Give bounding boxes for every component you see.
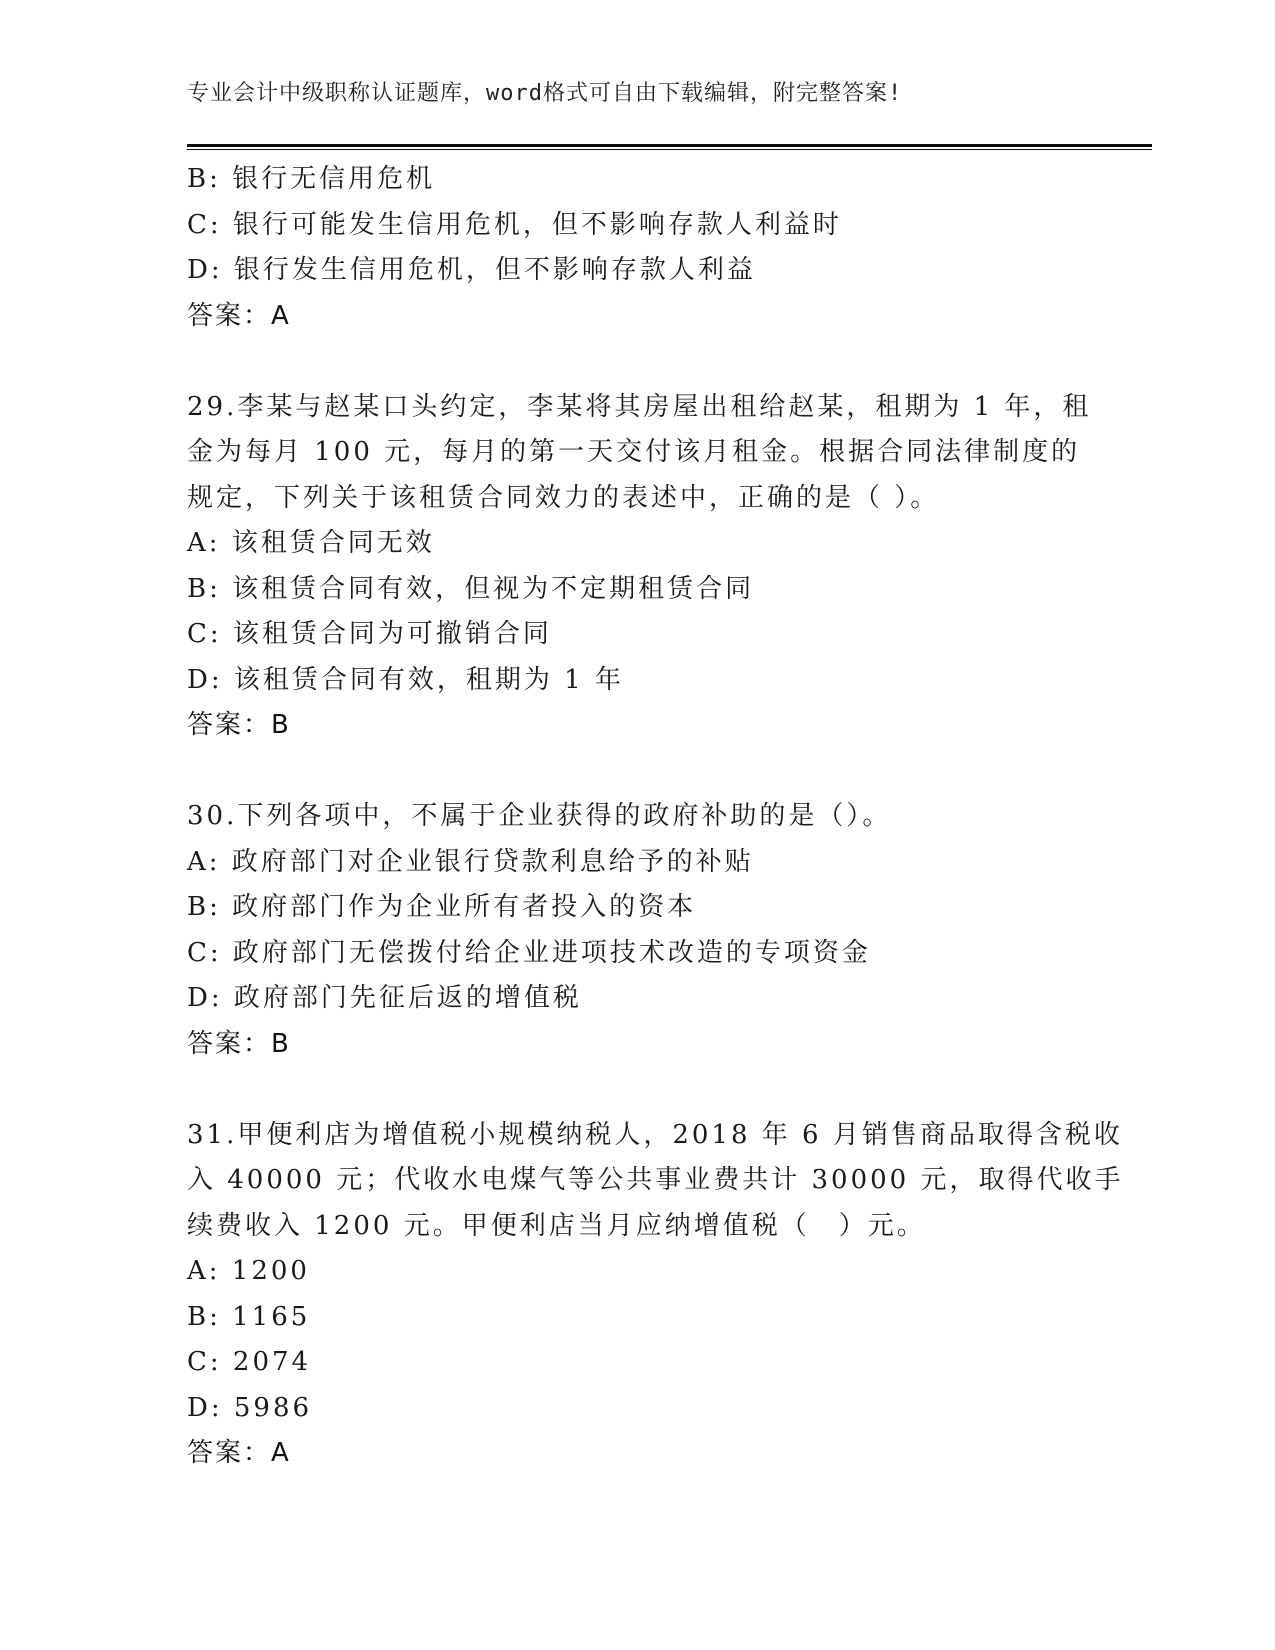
option-a: A: 1200 <box>187 1256 310 1286</box>
spacer <box>187 339 1077 385</box>
option-d: D: 银行发生信用危机，但不影响存款人利益 <box>187 255 756 285</box>
page-header-title: 专业会计中级职称认证题库，word格式可自由下载编辑，附完整答案! <box>187 81 903 106</box>
option-a: A: 政府部门对企业银行贷款利息给予的补贴 <box>187 846 754 877</box>
question-content <box>187 157 1124 1477</box>
header-divider <box>187 144 1152 150</box>
option-d: D: 5986 <box>187 1392 313 1423</box>
option-c: C: 政府部门无偿拨付给企业进项技术改造的专项资金 <box>187 937 871 968</box>
answer-label: 答案：B <box>187 1028 291 1059</box>
question-stem-line: 规定，下列关于该租赁合同效力的表述中，正确的是（ ）。 <box>187 482 940 513</box>
question-stem-line: 30.下列各项中，不属于企业获得的政府补助的是（）。 <box>187 801 892 831</box>
question-29 <box>187 385 1092 749</box>
option-c: C: 2074 <box>187 1347 312 1377</box>
question-stem-line: 续费收入 1200 元。甲便利店当月应纳增值税（ ）元。 <box>187 1210 926 1241</box>
option-b: B: 银行无信用危机 <box>187 164 436 194</box>
option-b: B: 政府部门作为企业所有者投入的资本 <box>187 892 697 922</box>
question-stem-line: 金为每月 100 元，每月的第一天交付该月租金。根据合同法律制度的 <box>187 437 1081 467</box>
question-stem-line: 29.李某与赵某口头约定，李某将其房屋出租给赵某，租期为 1 年，租 <box>187 391 1092 422</box>
option-b: B: 该租赁合同有效，但视为不定期租赁合同 <box>187 573 755 604</box>
header-divider-thick <box>187 144 1152 147</box>
question-31 <box>187 1113 1124 1477</box>
question-30 <box>187 794 1077 1067</box>
spacer <box>187 1067 1077 1113</box>
question-prev <box>187 157 1077 339</box>
answer-label: 答案：B <box>187 710 291 740</box>
question-stem-line: 31.甲便利店为增值税小规模纳税人，2018 年 6 月销售商品取得含税收 <box>187 1119 1123 1150</box>
spacer <box>187 749 1077 795</box>
option-d: D: 政府部门先征后返的增值税 <box>187 983 582 1013</box>
option-a: A: 该租赁合同无效 <box>187 528 435 558</box>
header-divider-thin <box>187 149 1152 150</box>
answer-label: 答案：A <box>187 300 291 331</box>
answer-label: 答案：A <box>187 1438 291 1468</box>
option-d: D: 该租赁合同有效，租期为 1 年 <box>187 664 624 695</box>
option-c: C: 该租赁合同为可撤销合同 <box>187 619 552 649</box>
option-c: C: 银行可能发生信用危机，但不影响存款人利益时 <box>187 209 842 240</box>
option-b: B: 1165 <box>187 1301 311 1332</box>
question-stem-line: 入 40000 元；代收水电煤气等公共事业费共计 30000 元，取得代收手 <box>187 1165 1124 1195</box>
